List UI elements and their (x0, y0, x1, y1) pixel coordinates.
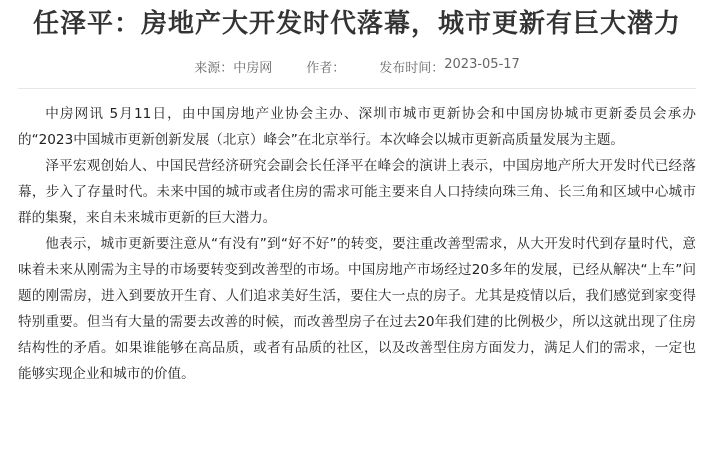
date-info (379, 57, 520, 76)
source-info (194, 57, 272, 76)
author-label: 作者： (306, 60, 346, 76)
meta-divider (18, 88, 696, 89)
date-label: 发布时间： (379, 60, 445, 76)
source-label: 来源： (194, 60, 234, 76)
paragraph-2: 泽平宏观创始人、中国民营经济研究会副会长任泽平在峰会的演讲上表示，中国房地产所大开发时代已经落幕，步入了存量时代。未来中国的城市或者住房的需求可能主要来自人口持续向珠三角、长三角和区域中心城市群的集聚，来自未来城市更新的巨大潜力。 (18, 158, 696, 226)
author-info (306, 57, 345, 76)
paragraph-1: 中房网讯 5月11日，由中国房地产业协会主办、深圳市城市更新协会和中国房协城市更新委员会承办的“2023中国城市更新创新发展（北京）峰会”在北京举行。本次峰会以城市更新高质量发展为主题。 (18, 106, 696, 148)
paragraph-3: 他表示，城市更新要注意从“有没有”到“好不好”的转变，要注重改善型需求，从大开发时代到存量时代，意味着未来从刚需为主导的市场要转变到改善型的市场。中国房地产市场经过20多年的发展，已经从解决“上车”问题的刚需房，进入到要放开生育、人们追求美好生活，要住大一点的房子。尤其是疫情以后，我们感觉到家变得特别重要。但当有大量的需要去改善的时候，而改善型房子在过去20年我们建的比例极少，所以这就出现了住房结构性的矛盾。如果谁能够在高品质，或者有品质的社区，以及改善型住房方面发力，满足人们的需求，一定也能够实现企业和城市的价值。 (18, 236, 696, 382)
date-value: 2023-05-17 (444, 56, 520, 72)
article-body (18, 101, 696, 387)
source-value[interactable]: 中房网 (233, 60, 273, 76)
article-meta (18, 54, 696, 78)
article-title: 任泽平：房地产大开发时代落幕，城市更新有巨大潜力 (32, 9, 681, 39)
